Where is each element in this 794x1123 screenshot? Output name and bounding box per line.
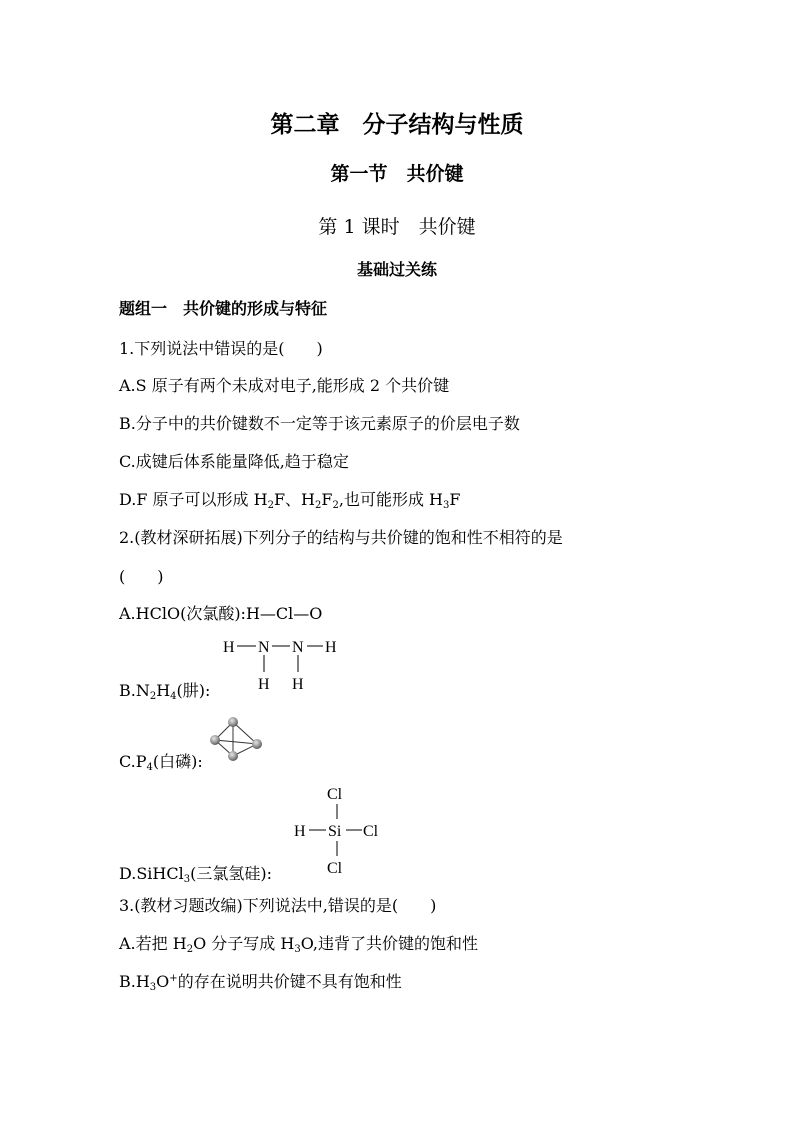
q2-option-a: A.HClO(次氯酸):H—Cl—O [119, 604, 323, 623]
q2-answer-paren: ( ) [119, 567, 164, 586]
q3-option-b: $B.H_3O^+$的存在说明共价键不具有饱和性 [119, 972, 402, 993]
q1-option-d: D.F 原子可以形成 $H_2F$、$H_2F_2$,也可能形成 $H_3F$ [119, 490, 461, 511]
chapter-title: 第二章 分子结构与性质 [270, 111, 524, 138]
practice-title: 基础过关练 [356, 260, 437, 279]
hydrazine-structure [215, 632, 345, 696]
q3-stem: 3.(教材习题改编)下列说法中,错误的是( ) [119, 896, 437, 915]
p-atom-top [228, 717, 238, 727]
sihcl3-cl-bottom: Cl [327, 860, 343, 877]
q2-stem: 2.(教材深研拓展)下列分子的结构与共价键的饱和性不相符的是 [119, 528, 563, 547]
q1-option-b: B.分子中的共价键数不一定等于该元素原子的价层电子数 [119, 414, 520, 433]
q1-option-c: C.成键后体系能量降低,趋于稳定 [119, 452, 349, 471]
sihcl3-cl-top: Cl [327, 786, 343, 803]
hydrazine-n1: N [258, 639, 270, 656]
hydrazine-h-n1: H [258, 676, 270, 693]
p-atom-bottom [228, 751, 238, 761]
group-title: 题组一 共价键的形成与特征 [119, 299, 328, 318]
hydrazine-h-left: H [223, 639, 235, 656]
trichlorosilane-structure [290, 782, 390, 878]
q2-option-d: D.SiHCl$_3$(三氯氢硅): [119, 864, 272, 885]
q2-option-b: $B.N_2H_4$(肼): [119, 681, 211, 702]
hydrazine-h-right: H [325, 639, 337, 656]
p-atom-right [252, 739, 262, 749]
q3-option-a: A.若把 $H_2O$ 分子写成 $H_3O$,违背了共价键的饱和性 [119, 934, 478, 955]
sihcl3-si: Si [328, 823, 342, 840]
lesson-title: 第 1 课时 共价键 [318, 216, 476, 238]
p-atom-left [210, 735, 220, 745]
hydrazine-h-n2: H [292, 676, 304, 693]
q1-stem: 1.下列说法中错误的是( ) [119, 339, 323, 358]
section-title: 第一节 共价键 [330, 163, 464, 185]
sihcl3-cl-right: Cl [363, 823, 379, 840]
q1-option-a: A.S 原子有两个未成对电子,能形成 2 个共价键 [119, 376, 450, 395]
hydrazine-n2: N [292, 639, 304, 656]
white-phosphorus-structure [204, 712, 268, 768]
q2-option-c: $C.P_4$(白磷): [119, 752, 203, 773]
sihcl3-h: H [294, 823, 306, 840]
